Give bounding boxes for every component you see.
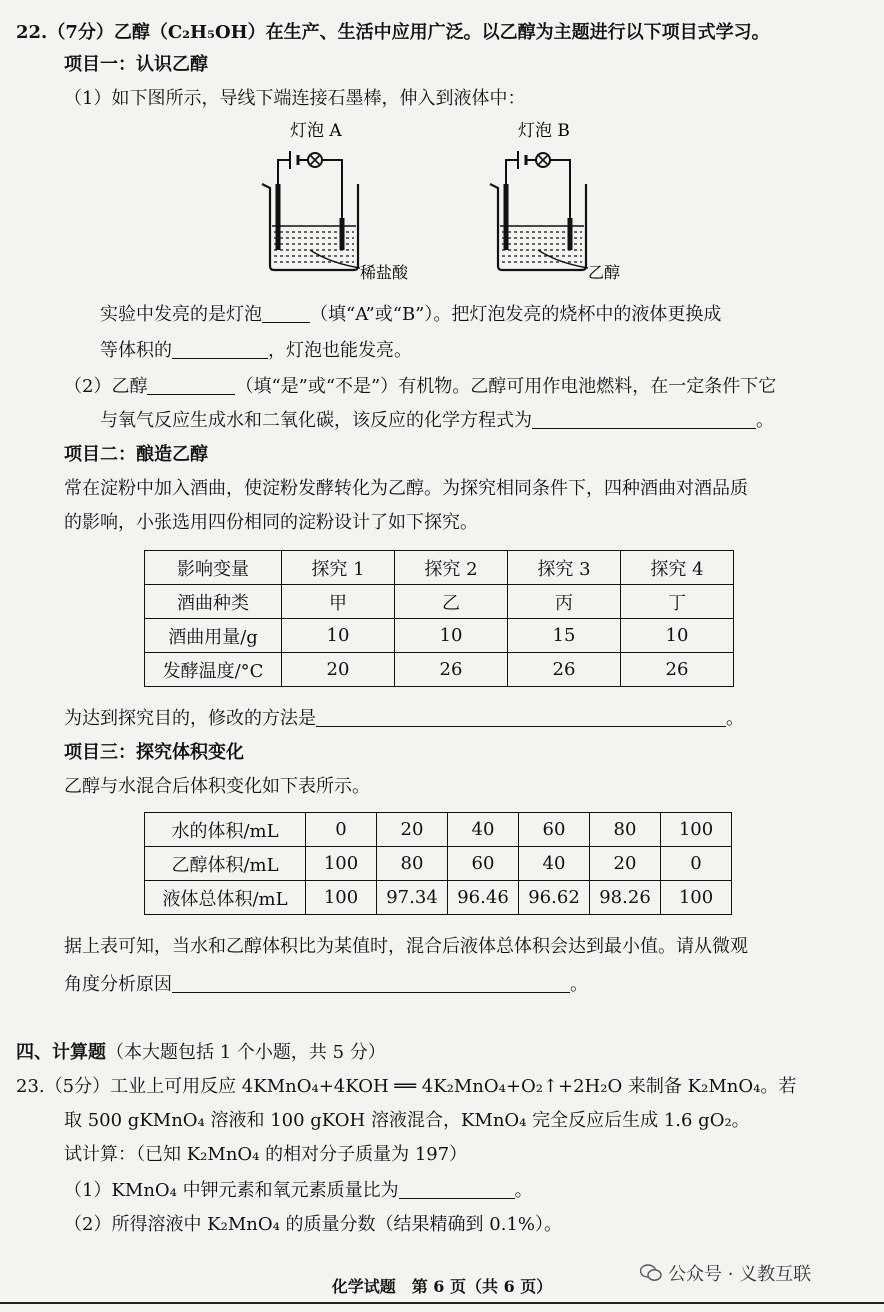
project2-question: 为达到探究目的，修改的方法是 。	[64, 708, 744, 729]
blank-method[interactable]	[316, 708, 726, 727]
blank-mass-ratio[interactable]	[399, 1180, 515, 1199]
table-row: 酒曲用量/g 10 10 15 10	[145, 619, 734, 653]
table-row: 发酵温度/°C 20 26 26 26	[145, 653, 734, 687]
section4-title: 四、计算题	[16, 1042, 106, 1063]
liquid-b-label: 乙醇	[588, 263, 621, 282]
volume-table	[144, 812, 732, 915]
liquid-a-label: 稀盐酸	[360, 263, 409, 282]
q22-part1-line1: 实验中发亮的是灯泡 （填“A”或“B”）。把灯泡发亮的烧杯中的液体更换成	[100, 304, 722, 325]
project3-question-line1: 据上表可知，当水和乙醇体积比为某值时，混合后液体总体积会达到最小值。请从微观	[64, 936, 748, 957]
project2-text-line2: 的影响，小张选用四份相同的淀粉设计了如下探究。	[64, 512, 478, 533]
table-row: 影响变量 探究 1 探究 2 探究 3 探究 4	[145, 551, 734, 585]
table-row: 液体总体积/mL 100 97.34 96.46 96.62 98.26 100	[145, 881, 732, 915]
section4-heading	[16, 1040, 386, 1066]
bulb-a-label: 灯泡 A	[290, 121, 342, 141]
table-row: 酒曲种类 甲 乙 丙 丁	[145, 585, 734, 619]
beaker-a	[262, 121, 409, 282]
fermentation-table	[144, 550, 734, 687]
project3-intro: 乙醇与水混合后体积变化如下表所示。	[64, 776, 370, 797]
section4-note: （本大题包括 1 个小题，共 5 分）	[106, 1042, 386, 1063]
q22-part2-line1: （2）乙醇 （填“是”或“不是”）有机物。乙醇可用作电池燃料，在一定条件下它	[64, 376, 777, 397]
blank-reason[interactable]	[172, 974, 570, 993]
project3-question-line2: 角度分析原因 。	[64, 974, 588, 995]
bottom-border	[0, 1302, 884, 1304]
q23-line2: 取 500 gKMnO₄ 溶液和 100 gKOH 溶液混合，KMnO₄ 完全反应后生成 1.6 gO₂。	[64, 1110, 750, 1131]
bulb-b-label: 灯泡 B	[518, 121, 570, 141]
q23-part2: （2）所得溶液中 K₂MnO₄ 的质量分数（结果精确到 0.1%）。	[64, 1214, 563, 1235]
project2-title: 项目二：酿造乙醇	[64, 444, 208, 465]
project2-text-line1: 常在淀粉中加入酒曲，使淀粉发酵转化为乙醇。为探究相同条件下，四种酒曲对酒品质	[64, 478, 748, 499]
project3-title: 项目三：探究体积变化	[64, 742, 244, 763]
q23-line1: 23.（5分）工业上可用反应 4KMnO₄+4KOH ══ 4K₂MnO₄+O₂↑+2H₂O 来制备 K₂MnO₄。若	[16, 1076, 797, 1097]
page-footer: 化学试题 第 6 页（共 6 页）	[331, 1277, 553, 1296]
q23-line3: 试计算：（已知 K₂MnO₄ 的相对分子质量为 197）	[64, 1144, 468, 1165]
table-row: 水的体积/mL 0 20 40 60 80 100	[145, 813, 732, 847]
beaker-circuit-diagram	[250, 118, 670, 288]
project1-title: 项目一：认识乙醇	[64, 54, 208, 75]
q22-part1-line2: 等体积的 ，灯泡也能发亮。	[100, 340, 412, 361]
table-row: 乙醇体积/mL 100 80 60 40 20 0	[145, 847, 732, 881]
q22-part2-line2: 与氧气反应生成水和二氧化碳，该反应的化学方程式为 。	[100, 410, 774, 431]
blank-organic[interactable]	[147, 376, 235, 395]
blank-liquid[interactable]	[172, 340, 268, 359]
q23-part1: （1）KMnO₄ 中钾元素和氧元素质量比为 。	[64, 1180, 533, 1201]
blank-equation[interactable]	[532, 410, 756, 429]
blank-bulb[interactable]	[262, 304, 310, 323]
wechat-icon	[640, 1264, 662, 1282]
beaker-b	[490, 121, 620, 282]
q22-part1-intro: （1）如下图所示，导线下端连接石墨棒，伸入到液体中：	[64, 88, 526, 109]
watermark: 公众号 · 义教互联	[640, 1260, 811, 1286]
q22-header: 22.（7分）乙醇（C₂H₅OH）在生产、生活中应用广泛。以乙醇为主题进行以下项目式学习。	[16, 22, 770, 43]
